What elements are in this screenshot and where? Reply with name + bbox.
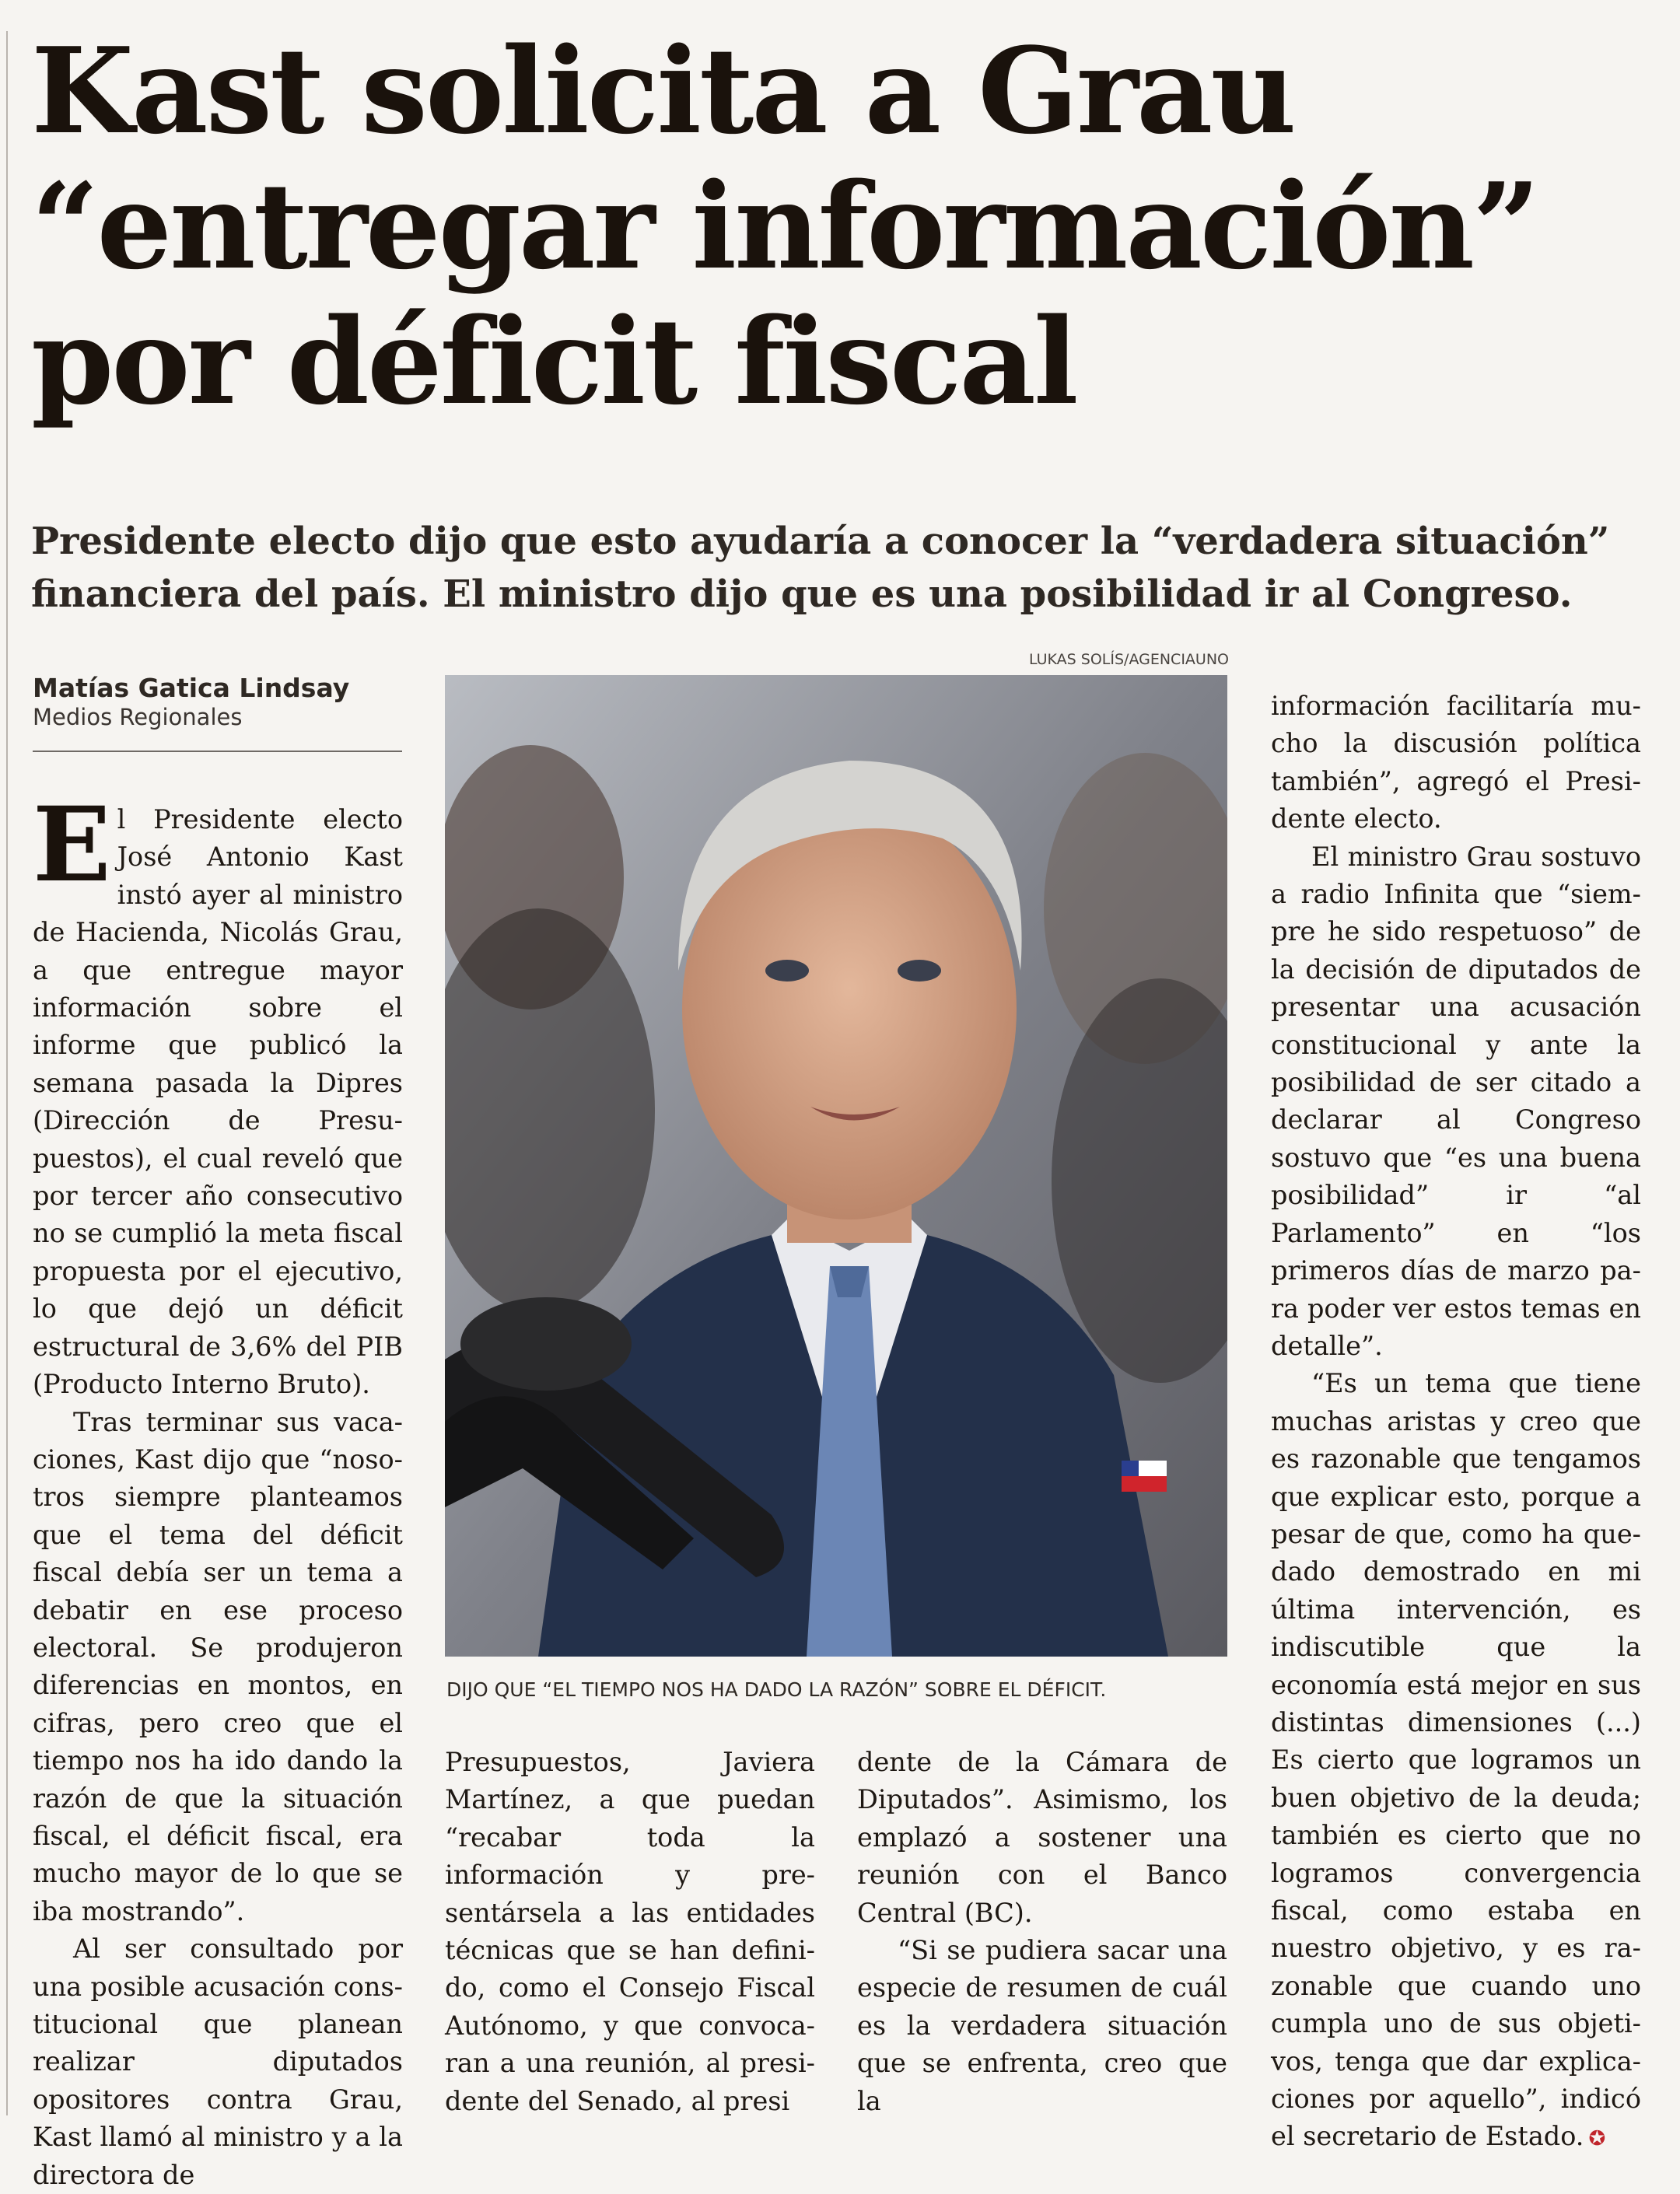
byline-outlet: Medios Regionales: [33, 704, 243, 730]
byline-author: Matías Gatica Lindsay: [33, 673, 350, 703]
headline-line-3: por déficit fiscal: [31, 292, 1076, 431]
paragraph-1: [33, 785, 403, 1404]
headline-line-2: “entregar información”: [31, 156, 1538, 296]
deck-subtitle: Presidente electo dijo que esto ayudaría a conocer la “verdadera situación” financiera del país. El ministro dijo que es una posibilidad ir al Congreso.: [31, 520, 1610, 616]
paragraph-6-text: “Es un tema que tiene muchas aristas y creo que es razonable que tengamos que explicar esto, porque a pesar de que, como ha quedado demostrado en mi última intervención, es indiscutible que la economía está mejor en sus distintas dimensiones (...) Es cierto que logramos un buen objetivo de la deuda; también es cierto que no logramos convergencia fiscal, como estaba en nuestro objetivo, y es razonable que cuando uno cumpla uno de sus objetivos, tenga que dar explicaciones por aquello”, indicó el secretario de Estado.: [1271, 1368, 1641, 2152]
paragraph-2: Tras terminar sus vacaciones, Kast dijo que “nosotros siempre planteamos que el tema del déficit fiscal debía ser un tema a debatir en ese proceso electoral. Se produjeron diferencias en montos, en cifras, pero creo que el tiempo nos ha ido dando la razón de que la situación fiscal, el déficit fiscal, era mucho mayor de lo que se iba mostrando”.: [33, 1406, 403, 1926]
article-column-1: [33, 785, 403, 2194]
article-column-4: [1271, 688, 1641, 2158]
page-edge-rule: [6, 31, 8, 2115]
headline: [31, 23, 1649, 429]
photo-credit: LUKAS SOLÍS/AGENCIAUNO: [1029, 651, 1229, 668]
article-column-3: [857, 1744, 1227, 2120]
photo-illustration: [445, 675, 1227, 1657]
headline-line-1: Kast solicita a Grau: [31, 21, 1294, 160]
paragraph-4: “Si se pudiera sacar una especie de resumen de cuál es la verdadera situación que se enfrenta, creo que la: [857, 1935, 1227, 2116]
paragraph-3-continued: Presupuestos, Javiera Martínez, a que puedan “recabar toda la información y presentársela a las entidades técnicas que se han definido, como el Consejo Fiscal Autónomo, y que convocaran a una reunión, al presidente del Senado, al presi: [445, 1747, 815, 2116]
paragraph-5: El ministro Grau sostuvo a radio Infinita que “siempre he sido respetuoso” de la decisión de diputados de presentar una acusación constitucional y ante la posibilidad de ser citado a declarar al Congreso sostuvo que “es una buena posibilidad” ir “al Parlamento” en “los primeros días de marzo para poder ver estos temas en detalle”.: [1271, 841, 1641, 1361]
photo-caption: DIJO QUE “EL TIEMPO NOS HA DADO LA RAZÓN” SOBRE EL DÉFICIT.: [446, 1678, 1107, 1701]
end-of-article-icon: ✪: [1588, 2127, 1606, 2151]
byline-divider: [33, 751, 402, 752]
paragraph-6: [1271, 1365, 1641, 2158]
drop-cap: E: [33, 785, 111, 905]
article-photo: [445, 675, 1227, 1657]
paragraph-1-text: l Presidente electo José Antonio Kast instó ayer al ministro de Hacienda, Nicolás Grau, a que entregue mayor información sobre el informe que publicó la semana pasada la Dipres (Dirección de Presupuestos), el cual reveló que por tercer año consecutivo no se cumplió la meta fiscal propuesta por el ejecutivo, lo que dejó un déficit estructural de 3,6% del PIB (Producto Interno Bruto).: [33, 804, 403, 1400]
paragraph-3-continued-2: dente de la Cámara de Diputados”. Asimismo, los emplazó a sostener una reunión con el Banco Central (BC).: [857, 1747, 1227, 1928]
article-column-2: [445, 1744, 815, 2120]
paragraph-4-continued: información facilitaría mucho la discusión política también”, agregó el Presidente electo.: [1271, 691, 1641, 835]
paragraph-3: Al ser consultado por una posible acusación constitucional que planean realizar diputados opositores contra Grau, Kast llamó al ministro y a la directora de: [33, 1933, 403, 2190]
